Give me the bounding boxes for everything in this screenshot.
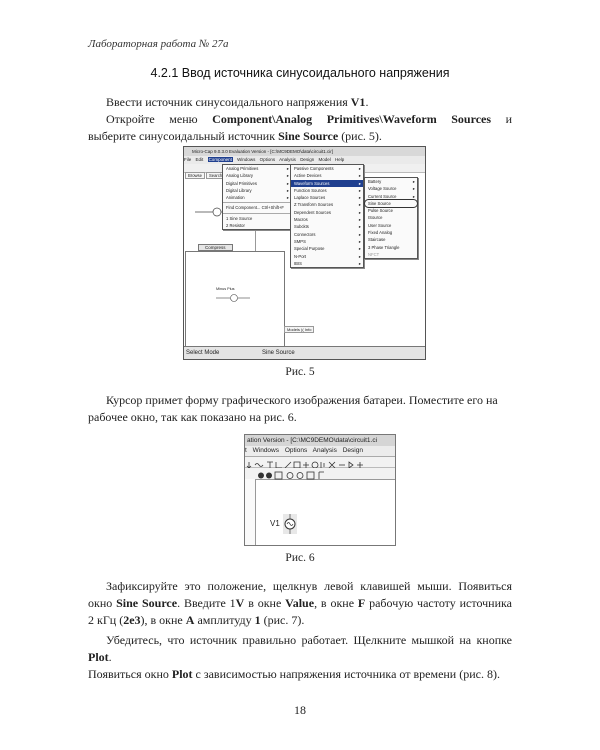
menu-item-z-transform[interactable]: Z Transform Sources ▸ [291,201,363,208]
text: , в окне [314,596,358,610]
bold-text: 2e3 [123,613,141,627]
browser-tabs [185,173,226,180]
menu-help[interactable]: Help [335,157,345,162]
text: Убедитесь, что источник правильно работает. Щелкните мышкой на кнопке [106,633,512,647]
text: . Введите 1 [177,596,236,610]
menu-item-n-port[interactable]: N-Port ▸ [291,253,363,260]
window-title: Micro-Cap 9.0.3.0 Evaluation Version - [C:\MC9DEMO\data\circuit1.cir] [184,147,425,156]
bold-text: A [185,613,195,627]
text: в окне [244,596,286,610]
left-strip [245,479,256,545]
menu-item-subckts[interactable]: Subckts ▸ [291,223,363,230]
para4-line2 [88,666,512,683]
text: Появиться окно [88,667,172,681]
symbol-label: Minus Plus [216,287,235,291]
menu-windows[interactable]: Windows [252,447,279,454]
text: (рис. 7). [260,613,305,627]
bold-text: V1 [350,95,366,109]
menu-item-analog-primitives[interactable]: Analog Primitives ▸ [223,165,291,172]
menu-item-voltage-source[interactable]: Voltage Source ▸ [365,185,417,192]
waveform-sources-menu [364,177,418,259]
analog-primitives-menu [290,164,364,268]
bold-text: Value [285,596,315,610]
text: Ввести источник синусоидального напряжения [106,95,351,109]
menu-item-fixed-analog[interactable]: Fixed Analog [368,230,393,236]
text: Откройте меню [106,112,213,126]
bottom-tabs[interactable]: Models )( Info [284,326,314,333]
menu-item-digital-library[interactable]: Digital Library ▸ [223,187,291,194]
bold-text: Component\Analog Primitives\Waveform Sources [212,112,492,126]
para1-line1 [88,94,512,111]
section-title: 4.2.1 Ввод источника синусоидального напряжения [150,66,450,80]
menu-item-active[interactable]: Active Devices ▸ [291,172,363,179]
text: с зависимостью напряжения источника от времени (рис. 8). [192,667,500,681]
status-mode: Select Mode [186,350,220,356]
menu-item-recent-sine[interactable]: 1 Sine Source [226,215,253,221]
sine-source-symbol-icon [214,292,264,312]
menu-item-3-phase-triangle[interactable]: 3 Phase Triangle [368,244,400,250]
menu-item-waveform-sources[interactable]: Waveform Sources ▸ [291,180,363,187]
menu-item-recent-resistor[interactable]: 2 Resistor [226,223,245,229]
text: и [491,112,513,126]
menu-item-current-source[interactable]: Current Source ▸ [365,193,417,200]
figure-6-caption: Рис. 6 [285,552,315,564]
figure-5-caption: Рис. 5 [285,366,315,378]
tab-search[interactable]: Search [206,172,225,179]
status-component: Sine Source [262,350,295,356]
text: окно [88,596,117,610]
menu-design[interactable]: Design [342,447,363,454]
menu-options[interactable]: Options [259,157,276,162]
menu-item-dependent-sources[interactable]: Dependent Sources ▸ [291,209,363,216]
sine-source-cursor-icon [281,512,301,536]
menu-item-pulse-source[interactable]: Pulse Source [368,208,393,214]
text: (рис. 5). [338,129,382,143]
menu-item-macros[interactable]: Macros ▸ [291,216,363,223]
menu-item-battery[interactable]: Battery ▸ [365,178,417,185]
menu-item-passive[interactable]: Passive Components ▸ [291,165,363,172]
menu-item-connectors[interactable]: Connectors ▸ [291,231,363,238]
figure-6-screenshot [244,434,396,546]
menu-options[interactable]: Options [284,447,308,454]
menu-edit[interactable]: Edit [195,157,204,162]
menu-analysis[interactable]: Analysis [312,447,337,454]
text: рабочую частоту источника [365,596,512,610]
bold-text: Sine Source [116,596,178,610]
menu-item-user-source[interactable]: User Source [368,222,392,228]
menu-item-laplace-sources[interactable]: Laplace Sources ▸ [291,194,363,201]
bold-text: V [235,596,245,610]
para3-line1: Зафиксируйте это положение, щелкнув левой клавишей мыши. Появиться [106,579,512,593]
toolbar-2 [245,468,395,480]
para1-line2 [88,111,512,128]
bold-text: 1 [254,613,261,627]
running-header: Лабораторная работа № 27а [88,38,229,50]
bold-text: Plot [88,650,109,664]
menu-file[interactable]: File [184,157,192,162]
menu-item-find-component[interactable]: Find Component... Ctrl+Shift+F [226,205,284,211]
menu-item-ibis[interactable]: IBIS ▸ [291,260,363,267]
toolbar-icons-2 [245,470,395,481]
component-menu [222,164,292,230]
para3-line3 [88,612,512,629]
paragraph-3 [88,578,512,629]
para2-line2: рабочее окно, так как показано на рис. 6. [88,410,297,424]
menu-analysis[interactable]: Analysis [279,157,296,162]
paragraph-1 [88,94,512,145]
text: ), в окне [140,613,186,627]
menu-item-analog-library[interactable]: Analog Library ▸ [223,172,291,179]
menu-item-nfct[interactable]: NFCT [368,251,380,257]
menu-model[interactable]: Model [318,157,331,162]
compress-button[interactable]: Compress [198,244,233,251]
menubar [245,446,395,457]
tab-browse[interactable]: Browse [185,172,205,179]
menu-item-animation[interactable]: Animation ▸ [223,194,291,201]
bold-text: Sine Source [278,129,339,143]
menu-windows[interactable]: Windows [237,157,256,162]
figure-5-screenshot [183,146,426,360]
window-title: ation Version - [C:\MC9DEMO\data\circuit1.ci [245,435,395,446]
text: . [365,95,369,109]
menu-item-sine-source[interactable]: Sine Source [365,200,417,207]
bold-text: F [357,596,366,610]
menu-item-staircase[interactable]: Staircase [368,237,386,243]
menu-item-isource[interactable]: ISource [368,215,383,221]
menu-edit-partial[interactable]: t [245,447,247,454]
text: амплитуду [194,613,255,627]
menu-item-special-purpose[interactable]: Special Purpose ▸ [291,245,363,252]
menu-component[interactable]: Component [208,157,232,162]
para4-line1 [88,632,512,666]
status-bar [184,346,425,359]
menu-item-smps[interactable]: SMPS ▸ [291,238,363,245]
paragraph-4 [88,632,512,683]
toolbar-1 [245,457,395,468]
menu-item-digital-primitives[interactable]: Digital Primitives ▸ [223,180,291,187]
para2-line1: Курсор примет форму графического изображения батареи. Поместите его на [106,393,498,407]
page-number: 18 [294,703,306,717]
text: 2 кГц ( [88,613,124,627]
text: выберите синусоидальный источник [88,129,279,143]
paragraph-2 [88,392,512,426]
menu-design[interactable]: Design [300,157,315,162]
text: . [108,650,112,664]
component-label-v1: V1 [270,519,280,528]
para1-line3 [88,128,512,145]
preview-pane [185,251,285,347]
para3-line2 [88,595,512,612]
menu-item-function-sources[interactable]: Function Sources ▸ [291,187,363,194]
bold-text: Plot [171,667,193,681]
